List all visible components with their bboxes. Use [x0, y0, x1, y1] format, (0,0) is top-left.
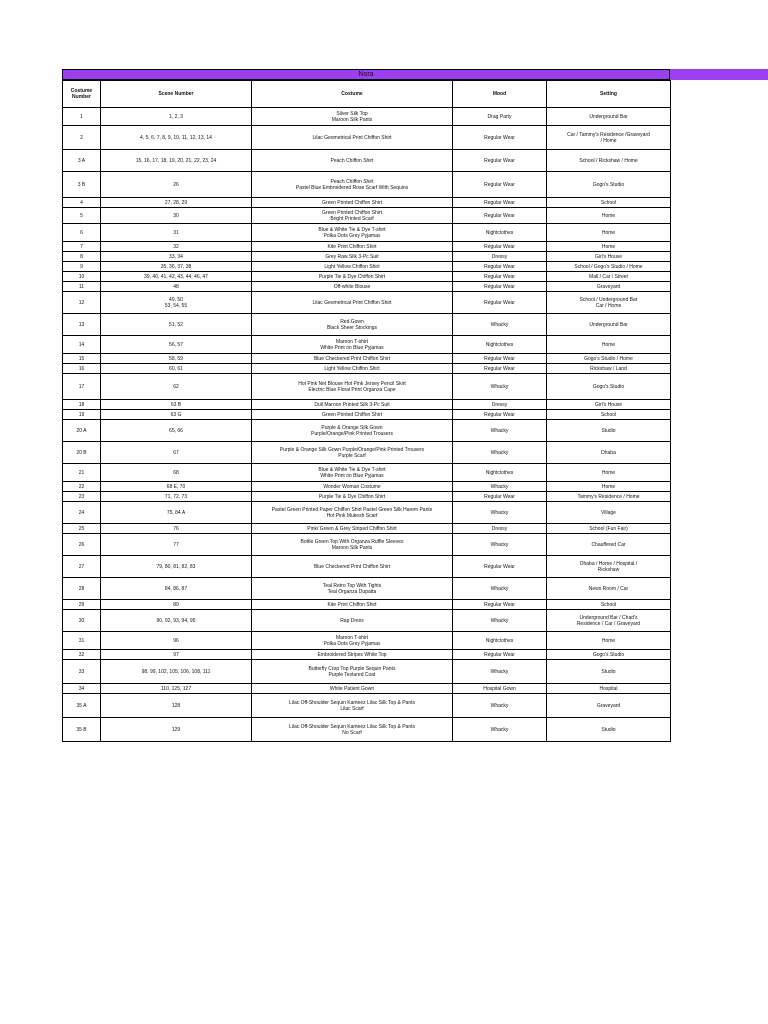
table-row: [63, 410, 671, 420]
cell-setting: Home: [547, 208, 671, 224]
cell-scene-number: 15, 16, 17, 18, 19, 20, 21, 22, 23, 24: [101, 150, 252, 172]
cell-scene-number: 31: [101, 224, 252, 242]
table-row: [63, 354, 671, 364]
table-row: [63, 208, 671, 224]
table-row: [63, 694, 671, 718]
cell-setting: Home: [547, 632, 671, 650]
cell-scene-number: 96: [101, 632, 252, 650]
cell-costume: Red Gown Black Sheer Stockings: [252, 314, 453, 336]
cell-mood: Drag Party: [453, 108, 547, 126]
cell-scene-number: 62: [101, 374, 252, 400]
cell-scene-number: 51, 52: [101, 314, 252, 336]
cell-setting: School / Rickshaw / Home: [547, 150, 671, 172]
cell-scene-number: 33, 34: [101, 252, 252, 262]
cell-scene-number: 84, 86, 87: [101, 578, 252, 600]
cell-costume-number: 22: [63, 482, 101, 492]
cell-setting: Studio: [547, 718, 671, 742]
cell-costume-number: 20 B: [63, 442, 101, 464]
cell-scene-number: 35, 36, 37, 38: [101, 262, 252, 272]
cell-costume: Purple & Orange Silk Gown Purple/Orange/Pink Printed Trousers: [252, 420, 453, 442]
cell-costume: Pink/ Green & Grey Striped Chiffon Shirt: [252, 524, 453, 534]
cell-costume: Light Yellow Chiffon Shirt: [252, 364, 453, 374]
table-row: [63, 126, 671, 150]
table-row: [63, 718, 671, 742]
table-row: [63, 420, 671, 442]
cell-mood: Whacky: [453, 578, 547, 600]
cell-mood: Whacky: [453, 534, 547, 556]
cell-costume-number: 21: [63, 464, 101, 482]
cell-scene-number: 60, 61: [101, 364, 252, 374]
title-bar-overflow: [670, 69, 768, 80]
cell-scene-number: 71, 72, 73: [101, 492, 252, 502]
table-row: [63, 482, 671, 492]
cell-setting: Graveyard: [547, 694, 671, 718]
cell-costume: Hot Pink Net Blouse Hot Pink Jersey Pencil Skirt Electric Blue Floral Print Organza Cape: [252, 374, 453, 400]
table-row: [63, 314, 671, 336]
cell-costume-number: 35 B: [63, 718, 101, 742]
cell-scene-number: 58, 59: [101, 354, 252, 364]
cell-setting: News Room / Car: [547, 578, 671, 600]
cell-setting: Tammy's Residence / Home: [547, 492, 671, 502]
cell-costume-number: 10: [63, 272, 101, 282]
cell-costume: Kite Print Chiffon Shirt: [252, 242, 453, 252]
cell-setting: Girl's House: [547, 252, 671, 262]
cell-scene-number: 4, 5, 6, 7, 8, 9, 10, 11, 12, 13, 14: [101, 126, 252, 150]
cell-mood: Dressy: [453, 400, 547, 410]
cell-mood: Regular Wear: [453, 292, 547, 314]
cell-mood: Regular Wear: [453, 126, 547, 150]
cell-costume: Blue & White Tie & Dye T-shirt Polka Dots Grey Pyjamas: [252, 224, 453, 242]
table-row: [63, 252, 671, 262]
table-row: [63, 578, 671, 600]
cell-costume-number: 35 A: [63, 694, 101, 718]
cell-setting: Underground Bar: [547, 314, 671, 336]
cell-scene-number: 49, 50 53, 54, 55: [101, 292, 252, 314]
cell-mood: Regular Wear: [453, 282, 547, 292]
cell-costume-number: 12: [63, 292, 101, 314]
cell-mood: Regular Wear: [453, 150, 547, 172]
table-row: [63, 632, 671, 650]
cell-setting: School / Underground Bar Car / Home: [547, 292, 671, 314]
costume-table: [62, 80, 671, 742]
cell-setting: Gogo's Studio: [547, 374, 671, 400]
sheet-title: Nora: [62, 69, 670, 80]
cell-mood: Regular Wear: [453, 172, 547, 198]
cell-costume: Peach Chiffon Shirt Pastel Blue Embroidered Rose Scarf With Sequins: [252, 172, 453, 198]
table-row: [63, 262, 671, 272]
header-scene-number: Scene Number: [101, 81, 252, 108]
cell-scene-number: 1, 2, 3: [101, 108, 252, 126]
cell-setting: Studio: [547, 660, 671, 684]
table-row: [63, 442, 671, 464]
cell-mood: Whacky: [453, 502, 547, 524]
cell-setting: School (Fun Fair): [547, 524, 671, 534]
cell-costume: Peach Chiffon Shirt: [252, 150, 453, 172]
cell-setting: Gogo's Studio: [547, 172, 671, 198]
cell-scene-number: 97: [101, 650, 252, 660]
cell-costume-number: 24: [63, 502, 101, 524]
cell-costume-number: 20 A: [63, 420, 101, 442]
cell-mood: Regular Wear: [453, 364, 547, 374]
cell-costume: Blue Checkered Print Chiffon Shirt: [252, 556, 453, 578]
cell-scene-number: 129: [101, 718, 252, 742]
cell-costume-number: 31: [63, 632, 101, 650]
cell-costume: Wonder Woman Costume: [252, 482, 453, 492]
table-row: [63, 650, 671, 660]
cell-costume: Light Yellow Chiffon Shirt: [252, 262, 453, 272]
cell-scene-number: 48: [101, 282, 252, 292]
table-row: [63, 242, 671, 252]
cell-costume-number: 29: [63, 600, 101, 610]
cell-mood: Whacky: [453, 374, 547, 400]
cell-costume-number: 11: [63, 282, 101, 292]
cell-scene-number: 63 G: [101, 410, 252, 420]
cell-costume-number: 6: [63, 224, 101, 242]
cell-mood: Nightclothes: [453, 632, 547, 650]
cell-scene-number: 39, 40, 41, 42, 43, 44, 46, 47: [101, 272, 252, 282]
cell-mood: Hospital Gown: [453, 684, 547, 694]
cell-costume-number: 34: [63, 684, 101, 694]
header-costume: Costume: [252, 81, 453, 108]
cell-setting: Village: [547, 502, 671, 524]
cell-mood: Whacky: [453, 660, 547, 684]
cell-costume: Purple Tie & Dye Chiffon Shirt: [252, 492, 453, 502]
cell-setting: Chauffered Car: [547, 534, 671, 556]
cell-costume-number: 8: [63, 252, 101, 262]
cell-setting: Home: [547, 464, 671, 482]
cell-scene-number: 65, 66: [101, 420, 252, 442]
cell-costume: Butterfly Crop Top Purple Sequin Pants Purple Textured Coat: [252, 660, 453, 684]
cell-setting: Underground Bar: [547, 108, 671, 126]
table-row: [63, 150, 671, 172]
cell-costume-number: 16: [63, 364, 101, 374]
cell-scene-number: 68: [101, 464, 252, 482]
cell-costume: Green Printed Chiffon Shirt: [252, 410, 453, 420]
cell-scene-number: 68 E, 70: [101, 482, 252, 492]
table-row: [63, 374, 671, 400]
cell-setting: Home: [547, 482, 671, 492]
table-row: [63, 364, 671, 374]
cell-costume: Green Printed Chiffon Shirt: [252, 198, 453, 208]
cell-mood: Regular Wear: [453, 354, 547, 364]
cell-mood: Regular Wear: [453, 650, 547, 660]
cell-costume: Maroon T-shirt White Print on Blue Pyjamas: [252, 336, 453, 354]
header-row: [63, 81, 671, 108]
cell-scene-number: 30: [101, 208, 252, 224]
cell-costume: White Patient Gown: [252, 684, 453, 694]
cell-costume-number: 1: [63, 108, 101, 126]
cell-scene-number: 76: [101, 524, 252, 534]
cell-mood: Whacky: [453, 610, 547, 632]
cell-setting: Gogo's Studio: [547, 650, 671, 660]
cell-scene-number: 27, 28, 29: [101, 198, 252, 208]
cell-mood: Regular Wear: [453, 410, 547, 420]
cell-scene-number: 79, 80, 81, 82, 83: [101, 556, 252, 578]
cell-scene-number: 26: [101, 172, 252, 198]
cell-setting: Car / Tammy's Residence /Graveyard / Home: [547, 126, 671, 150]
cell-costume-number: 26: [63, 534, 101, 556]
table-row: [63, 282, 671, 292]
table-row: [63, 272, 671, 282]
cell-costume-number: 33: [63, 660, 101, 684]
cell-setting: School / Gogo's Studio / Home: [547, 262, 671, 272]
cell-costume-number: 32: [63, 650, 101, 660]
cell-setting: Dhaba / Home / Hospital / Rickshaw: [547, 556, 671, 578]
cell-setting: Home: [547, 224, 671, 242]
cell-costume-number: 3 A: [63, 150, 101, 172]
cell-scene-number: 56, 57: [101, 336, 252, 354]
cell-costume: Grey Raw Silk 3-Pc Suit: [252, 252, 453, 262]
cell-scene-number: 32: [101, 242, 252, 252]
table-row: [63, 172, 671, 198]
cell-setting: Home: [547, 336, 671, 354]
cell-costume-number: 23: [63, 492, 101, 502]
cell-costume-number: 7: [63, 242, 101, 252]
cell-costume-number: 30: [63, 610, 101, 632]
table-row: [63, 464, 671, 482]
cell-setting: Studio: [547, 420, 671, 442]
cell-costume-number: 25: [63, 524, 101, 534]
cell-scene-number: 98, 99, 102, 105, 106, 108, 111: [101, 660, 252, 684]
cell-mood: Nightclothes: [453, 464, 547, 482]
table-row: [63, 556, 671, 578]
cell-setting: Rickshaw / Land: [547, 364, 671, 374]
cell-costume: Pastel Green Printed Paper Chiffon Shirt Pastel Green Silk Harem Pants Hot Pink Mukesh Scarf: [252, 502, 453, 524]
cell-scene-number: 89: [101, 600, 252, 610]
cell-setting: School: [547, 198, 671, 208]
cell-setting: Mall / Car / Street: [547, 272, 671, 282]
cell-mood: Whacky: [453, 718, 547, 742]
cell-mood: Whacky: [453, 314, 547, 336]
cell-mood: Nightclothes: [453, 336, 547, 354]
cell-costume: Lilac Geometrical Print Chiffon Shirt: [252, 126, 453, 150]
header-setting: Setting: [547, 81, 671, 108]
table-row: [63, 336, 671, 354]
cell-setting: Girl's House: [547, 400, 671, 410]
cell-costume-number: 9: [63, 262, 101, 272]
cell-costume: Purple & Orange Silk Gown Purple/Orange/Pink Printed Trousers Purple Scarf: [252, 442, 453, 464]
cell-mood: Regular Wear: [453, 492, 547, 502]
cell-setting: Hospital: [547, 684, 671, 694]
cell-scene-number: 63 B: [101, 400, 252, 410]
cell-costume: Rap Dress: [252, 610, 453, 632]
cell-costume: Green Printed Chiffon Shirt Bright Printed Scarf: [252, 208, 453, 224]
cell-scene-number: 110, 125, 127: [101, 684, 252, 694]
table-row: [63, 224, 671, 242]
table-row: [63, 684, 671, 694]
cell-mood: Whacky: [453, 442, 547, 464]
cell-setting: Underground Bar / Chad's Residence / Car / Graveyard: [547, 610, 671, 632]
cell-mood: Whacky: [453, 694, 547, 718]
cell-scene-number: 128: [101, 694, 252, 718]
cell-setting: Gogo's Studio / Home: [547, 354, 671, 364]
table-row: [63, 534, 671, 556]
table-row: [63, 108, 671, 126]
cell-mood: Regular Wear: [453, 262, 547, 272]
cell-costume-number: 15: [63, 354, 101, 364]
cell-setting: Home: [547, 242, 671, 252]
table-row: [63, 600, 671, 610]
cell-costume-number: 5: [63, 208, 101, 224]
cell-mood: Regular Wear: [453, 198, 547, 208]
cell-costume: Teal Retro Top With Tights Teal Organza Dupatta: [252, 578, 453, 600]
cell-scene-number: 90, 92, 93, 94, 95: [101, 610, 252, 632]
cell-mood: Dressy: [453, 524, 547, 534]
cell-costume: Kite Print Chiffon Shirt: [252, 600, 453, 610]
cell-costume-number: 4: [63, 198, 101, 208]
cell-scene-number: 75, 84 A: [101, 502, 252, 524]
table-row: [63, 660, 671, 684]
cell-costume: Blue & White Tie & Dye T-shirt White Print on Blue Pyjamas: [252, 464, 453, 482]
table-row: [63, 502, 671, 524]
cell-scene-number: 77: [101, 534, 252, 556]
cell-costume: Blue Checkered Print Chiffon Shirt: [252, 354, 453, 364]
cell-costume-number: 13: [63, 314, 101, 336]
cell-mood: Regular Wear: [453, 272, 547, 282]
cell-costume-number: 3 B: [63, 172, 101, 198]
cell-costume: Off-white Blouse: [252, 282, 453, 292]
table-row: [63, 400, 671, 410]
cell-mood: Whacky: [453, 420, 547, 442]
cell-setting: Graveyard: [547, 282, 671, 292]
cell-costume-number: 18: [63, 400, 101, 410]
table-row: [63, 292, 671, 314]
cell-costume: Lilac Geometrical Print Chiffon Shirt: [252, 292, 453, 314]
cell-costume-number: 2: [63, 126, 101, 150]
cell-scene-number: 67: [101, 442, 252, 464]
cell-mood: Regular Wear: [453, 556, 547, 578]
cell-mood: Whacky: [453, 482, 547, 492]
cell-mood: Nightclothes: [453, 224, 547, 242]
cell-costume: Silver Silk Top Maroon Silk Pants: [252, 108, 453, 126]
cell-mood: Dressy: [453, 252, 547, 262]
cell-setting: School: [547, 410, 671, 420]
cell-costume: Lilac Off-Shoulder Sequin Kameez Lilac Silk Top & Pants Lilac Scarf: [252, 694, 453, 718]
cell-costume: Purple Tie & Dye Chiffon Shirt: [252, 272, 453, 282]
table-row: [63, 198, 671, 208]
header-costume-number: Costume Number: [63, 81, 101, 108]
cell-setting: Dhaba: [547, 442, 671, 464]
cell-setting: School: [547, 600, 671, 610]
cell-costume: Dull Maroon Printed Silk 3-Pc Suit: [252, 400, 453, 410]
table-row: [63, 492, 671, 502]
cell-costume: Maroon T-shirt Polka Dots Grey Pyjamas: [252, 632, 453, 650]
header-mood: Mood: [453, 81, 547, 108]
cell-costume: Embroidered Stripes White Top: [252, 650, 453, 660]
cell-costume: Lilac Off-Shoulder Sequin Kameez Lilac Silk Top & Pants No Scarf: [252, 718, 453, 742]
cell-mood: Regular Wear: [453, 600, 547, 610]
cell-costume-number: 28: [63, 578, 101, 600]
cell-costume-number: 14: [63, 336, 101, 354]
cell-mood: Regular Wear: [453, 208, 547, 224]
cell-costume-number: 17: [63, 374, 101, 400]
table-row: [63, 610, 671, 632]
cell-costume-number: 27: [63, 556, 101, 578]
costume-sheet: [62, 69, 670, 742]
table-row: [63, 524, 671, 534]
cell-costume: Bottle Green Top With Organza Ruffle Sleeves Maroon Silk Pants: [252, 534, 453, 556]
cell-mood: Regular Wear: [453, 242, 547, 252]
cell-costume-number: 19: [63, 410, 101, 420]
